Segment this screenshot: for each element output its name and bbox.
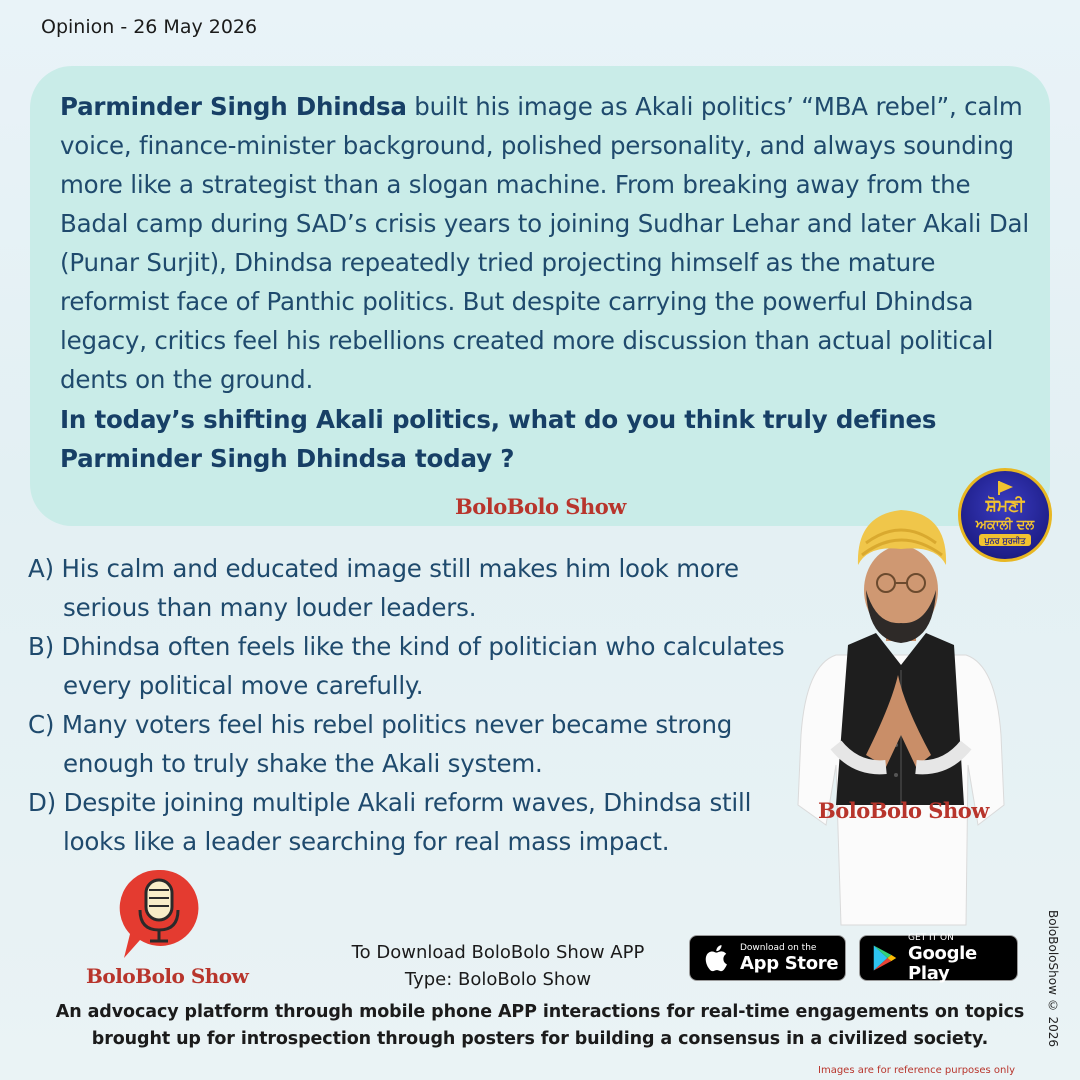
- mic-icon: [118, 866, 200, 962]
- app-store-label: App Store: [740, 952, 839, 974]
- card-body: [60, 87, 1035, 399]
- platform-tagline: An advocacy platform through mobile phone APP interactions for real-time engagements on topics brought up for introspection through posters for building a consensus in a civilized society.: [55, 1002, 1025, 1049]
- download-line-1: To Download BoloBolo Show APP: [351, 942, 645, 963]
- option-c[interactable]: C) Many voters feel his rebel politics never became strong enough to truly shake the Akali system.: [28, 710, 733, 778]
- card-question: In today’s shifting Akali politics, what do you think truly defines Parminder Singh Dhindsa today ?: [60, 405, 937, 473]
- subject-name: Parminder Singh Dhindsa: [60, 92, 407, 121]
- apple-icon: [700, 941, 734, 975]
- party-logo-line2: ਅਕਾਲੀ ਦਲ: [975, 518, 1035, 533]
- card-watermark: BoloBolo Show: [455, 494, 626, 519]
- download-instructions: [318, 939, 678, 993]
- image-watermark: BoloBolo Show: [818, 798, 989, 823]
- brand-logo-text: BoloBolo Show: [86, 964, 249, 988]
- google-play-icon: [870, 942, 900, 974]
- option-a[interactable]: A) His calm and educated image still makes him look more serious than many louder leaders.: [28, 554, 739, 622]
- politician-illustration: [796, 505, 1006, 930]
- post-date: Opinion - 26 May 2026: [41, 16, 258, 38]
- card-body-text: built his image as Akali politics’ “MBA rebel”, calm voice, finance-minister background, polished personality, and always sounding more like a strategist than a slogan machine. From breaking away from the Badal camp during SAD’s crisis years to joining Sudhar Lehar and later Akali Dal (Punar Surjit), Dhindsa repeatedly tried projecting himself as the mature reformist face of Panthic politics. But despite carrying the powerful Dhindsa legacy, critics feel his rebellions created more discussion than actual political dents on the ground.: [60, 92, 1029, 394]
- app-store-small: Download on the: [740, 942, 817, 953]
- google-play-label: Google Play: [907, 942, 977, 984]
- option-b[interactable]: B) Dhindsa often feels like the kind of politician who calculates every political move carefully.: [28, 632, 785, 700]
- app-store-badge[interactable]: [689, 935, 846, 981]
- download-line-2: Type: BoloBolo Show: [404, 969, 592, 990]
- party-logo-line3: ਪੁਨਰ ਸੁਰਜੀਤ: [984, 536, 1026, 546]
- option-d[interactable]: D) Despite joining multiple Akali reform waves, Dhindsa still looks like a leader searching for real mass impact.: [28, 788, 752, 856]
- poll-options: [28, 549, 818, 861]
- image-disclaimer: Images are for reference purposes only: [818, 1065, 1016, 1076]
- google-play-small: GET IT ON: [907, 932, 954, 943]
- google-play-badge[interactable]: [859, 932, 1018, 984]
- copyright-notice: BoloBoloShow © 2026: [1046, 910, 1060, 1048]
- party-logo-line1: ਸ਼ੋਮਣੀ: [985, 496, 1025, 516]
